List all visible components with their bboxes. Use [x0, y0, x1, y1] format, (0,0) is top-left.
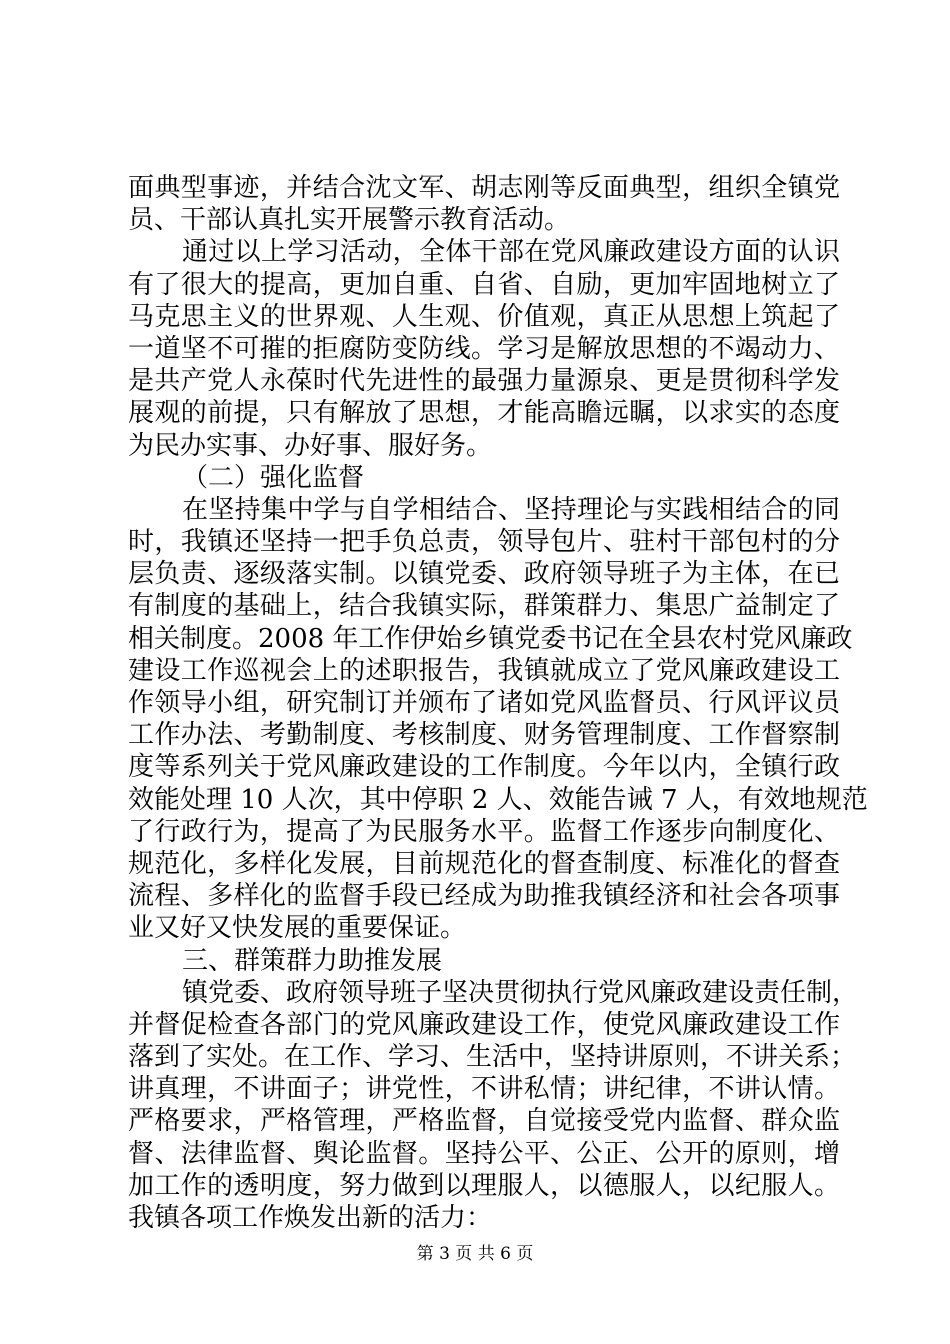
text-line: 度等系列关于党风廉政建设的工作制度。今年以内，全镇行政 — [128, 752, 840, 783]
section-subheading: （二）强化监督 — [182, 462, 365, 493]
page-number-footer: 第 3 页 共 6 页 — [416, 1244, 534, 1264]
text-line: 讲真理，不讲面子；讲党性，不讲私情；讲纪律，不讲认情。 — [128, 1074, 840, 1105]
text-line: 效能处理 10 人次，其中停职 2 人、效能告诫 7 人，有效地规范 — [128, 784, 868, 815]
text-line: 一道坚不可摧的拒腐防变防线。学习是解放思想的不竭动力、 — [128, 333, 840, 364]
text-line: 严格要求，严格管理，严格监督，自觉接受党内监督、群众监 — [128, 1106, 840, 1137]
paragraph-start-line: 镇党委、政府领导班子坚决贯彻执行党风廉政建设责任制， — [182, 977, 859, 1008]
text-line: 建设工作巡视会上的述职报告，我镇就成立了党风廉政建设工 — [128, 655, 840, 686]
text-line: 是共产党人永葆时代先进性的最强力量源泉、更是贯彻科学发 — [128, 366, 840, 397]
text-line: 时，我镇还坚持一把手负总责，领导包片、驻村干部包村的分 — [128, 527, 840, 558]
text-line: 业又好又快发展的重要保证。 — [128, 913, 467, 944]
text-line: 层负责、逐级落实制。以镇党委、政府领导班子为主体，在已 — [128, 559, 840, 590]
text-line: 工作办法、考勤制度、考核制度、财务管理制度、工作督察制 — [128, 720, 840, 751]
text-line: 加工作的透明度，努力做到以理服人，以德服人，以纪服人。 — [128, 1170, 840, 1201]
text-line: 有了很大的提高，更加自重、自省、自励，更加牢固地树立了 — [128, 269, 840, 300]
text-line: 作领导小组，研究制订并颁布了诸如党风监督员、行风评议员 — [128, 688, 840, 718]
text-line: 规范化，多样化发展，目前规范化的督查制度、标准化的督查 — [128, 848, 840, 879]
paragraph-start-line: 通过以上学习活动，全体干部在党风廉政建设方面的认识 — [182, 237, 840, 268]
text-line: 面典型事迹，并结合沈文军、胡志刚等反面典型，组织全镇党 — [128, 173, 840, 203]
text-line: 员、干部认真扎实开展警示教育活动。 — [128, 205, 571, 236]
text-line: 相关制度。2008 年工作伊始乡镇党委书记在全县农村党风廉政 — [128, 623, 853, 654]
text-line: 我镇各项工作焕发出新的活力： — [128, 1203, 493, 1233]
text-line: 展观的前提，只有解放了思想，才能高瞻远瞩，以求实的态度 — [128, 398, 840, 429]
text-line: 了行政行为，提高了为民服务水平。监督工作逐步向制度化、 — [128, 816, 840, 847]
section-heading: 三、群策群力助推发展 — [182, 945, 443, 976]
text-line: 并督促检查各部门的党风廉政建设工作，使党风廉政建设工作 — [128, 1009, 840, 1040]
text-line: 督、法律监督、舆论监督。坚持公平、公正、公开的原则，增 — [128, 1138, 840, 1169]
text-line: 为民办实事、办好事、服好务。 — [128, 430, 493, 461]
paragraph-start-line: 在坚持集中学与自学相结合、坚持理论与实践相结合的同 — [182, 494, 840, 525]
text-line: 有制度的基础上，结合我镇实际，群策群力、集思广益制定了 — [128, 591, 840, 622]
text-line: 落到了实处。在工作、学习、生活中，坚持讲原则，不讲关系； — [128, 1042, 857, 1073]
text-line: 马克思主义的世界观、人生观、价值观，真正从思想上筑起了 — [128, 301, 840, 332]
document-body — [128, 172, 868, 1234]
text-line: 流程、多样化的监督手段已经成为助推我镇经济和社会各项事 — [128, 881, 840, 912]
